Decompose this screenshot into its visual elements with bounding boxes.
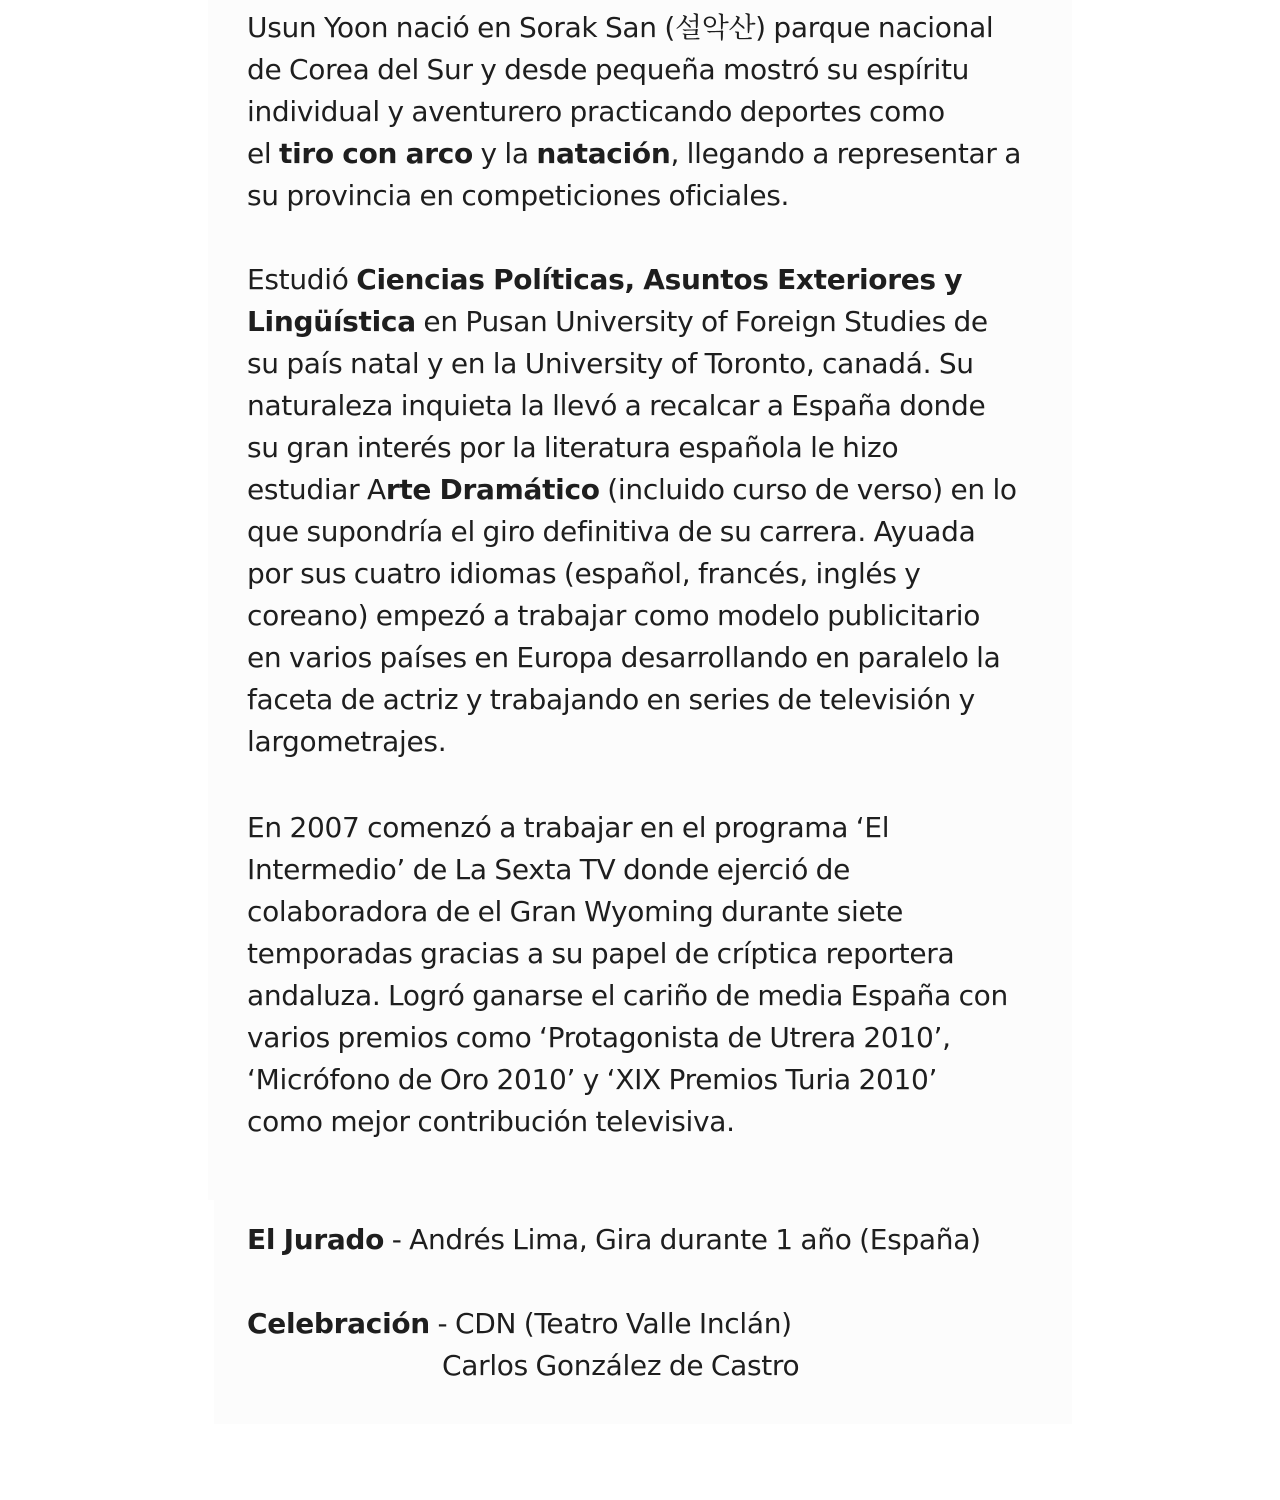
text-run: Estudió <box>247 263 357 296</box>
bio-line: temporadas gracias a su papel de críptica reportera <box>247 937 955 970</box>
text-run: y la <box>472 137 537 170</box>
bio-line: Intermedio’ de La Sexta TV donde ejerció de <box>247 853 851 886</box>
credit-celebracion <box>247 1303 1037 1387</box>
text-run: (incluido curso de verso) en lo <box>599 473 1017 506</box>
credit-value: - Andrés Lima, Gira durante 1 año (España) <box>384 1223 981 1256</box>
bio-line <box>247 301 1037 343</box>
bio-line: individual y aventurero practicando deportes como <box>247 95 945 128</box>
bio-line: por sus cuatro idiomas (español, francés, inglés y <box>247 557 921 590</box>
bio-line <box>247 133 1037 175</box>
bold-text: Ciencias Políticas, Asuntos Exteriores y <box>356 263 963 296</box>
text-run: el <box>247 137 280 170</box>
text-run: estudiar A <box>247 473 386 506</box>
bio-line: que supondría el giro definitiva de su carrera. Ayuada <box>247 515 976 548</box>
bio-line: de Corea del Sur y desde pequeña mostró su espíritu <box>247 53 970 86</box>
bio-line: ‘Micrófono de Oro 2010’ y ‘XIX Premios Turia 2010’ <box>247 1063 938 1096</box>
credit-jurado <box>247 1219 1037 1261</box>
bio-paragraph-2 <box>247 259 1037 763</box>
bio-line: varios premios como ‘Protagonista de Utrera 2010’, <box>247 1021 951 1054</box>
bio-line: faceta de actriz y trabajando en series de televisión y <box>247 683 975 716</box>
bio-line: colaboradora de el Gran Wyoming durante siete <box>247 895 904 928</box>
bio-line: largometrajes. <box>247 725 447 758</box>
bold-text: Lingüística <box>247 305 416 338</box>
credit-value: - CDN (Teatro Valle Inclán) <box>429 1307 792 1340</box>
credit-label: El Jurado <box>247 1223 385 1256</box>
bio-line: En 2007 comenzó a trabajar en el programa ‘El <box>247 811 890 844</box>
credit-value-continued: Carlos González de Castro <box>442 1349 800 1382</box>
bio-line <box>247 259 1037 301</box>
bio-line: en varios países en Europa desarrollando en paralelo la <box>247 641 1001 674</box>
bio-line: como mejor contribución televisiva. <box>247 1105 735 1138</box>
credit-line <box>247 1219 1037 1261</box>
bio-line: su provincia en competiciones oficiales. <box>247 179 790 212</box>
bio-paragraph-1 <box>247 7 1037 217</box>
bio-line: su país natal y en la University of Toronto, canadá. Su <box>247 347 974 380</box>
bold-text: natación <box>536 137 671 170</box>
bio-line: andaluza. Logró ganarse el cariño de media España con <box>247 979 1008 1012</box>
credit-line <box>247 1303 1037 1345</box>
text-run: , llegando a representar a <box>670 137 1022 170</box>
bio-line: su gran interés por la literatura española le hizo <box>247 431 899 464</box>
bio-line <box>247 469 1037 511</box>
bold-text: tiro con arco <box>279 137 473 170</box>
credit-label: Celebración <box>247 1307 430 1340</box>
bio-line: coreano) empezó a trabajar como modelo publicitario <box>247 599 981 632</box>
bio-paragraph-3 <box>247 807 1037 1143</box>
bio-line: naturaleza inquieta la llevó a recalcar a España donde <box>247 389 986 422</box>
bold-text: rte Dramático <box>385 473 600 506</box>
text-run: en Pusan University of Foreign Studies de <box>415 305 988 338</box>
bio-line: Usun Yoon nació en Sorak San (설악산) parque nacional <box>247 11 994 44</box>
